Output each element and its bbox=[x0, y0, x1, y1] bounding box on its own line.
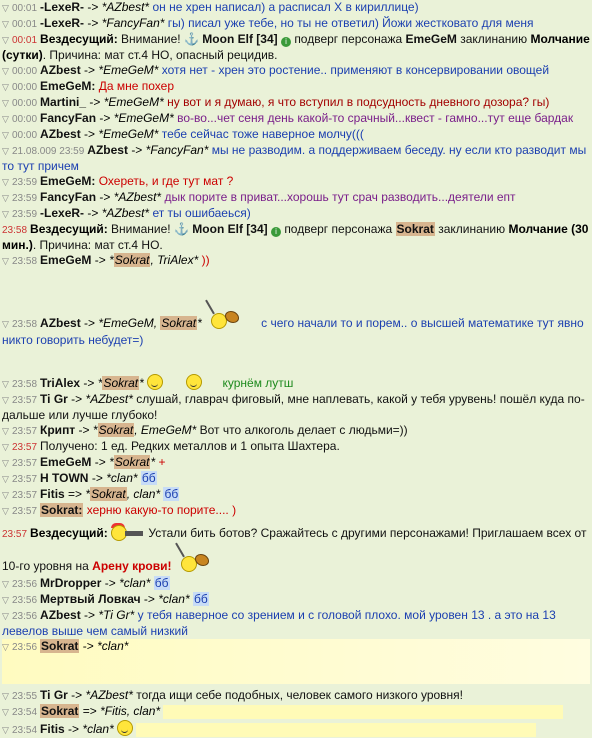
chevron-down-icon[interactable]: ▽ bbox=[2, 707, 9, 717]
chat-line: ▽ 23:57 EmeGeM -> *Sokrat* + bbox=[2, 455, 166, 469]
smiley-horse-icon bbox=[175, 542, 211, 576]
chat-line: ▽ 23:59 FancyFan -> *AZbest* дык порите в приват...хорошь тут срач разводить...деятели епт bbox=[2, 190, 516, 204]
chat-line: ▽ 00:00 AZbest -> *EmeGeM* тебе сейчас тоже наверное молчу((( bbox=[2, 127, 364, 141]
chevron-down-icon[interactable]: ▽ bbox=[2, 3, 9, 13]
chat-line: ▽ 00:00 Martini_ -> *EmeGeM* ну вот и я думаю, я что вступил в подсудность дневного дозора? гы) bbox=[2, 95, 550, 109]
chevron-down-icon[interactable]: ▽ bbox=[2, 130, 9, 140]
chat-line: ▽ 23:57 H TOWN -> *clan* бб bbox=[2, 471, 156, 485]
chat-line: ▽ 23:57 Получено: 1 ед. Редких металлов и 1 опыта Шахтера. bbox=[2, 439, 340, 453]
chat-line: ▽ 00:01 -LexeR- -> *AZbest* он не хрен написал) а расписал Х в кириллице) bbox=[2, 0, 419, 14]
sender-nick[interactable]: -LexeR- bbox=[40, 0, 85, 14]
info-icon[interactable]: i bbox=[271, 227, 281, 237]
chat-line: ▽ 23:57 Крипт -> *Sokrat, EmeGeM* Вот что алкоголь делает с людьми=)) bbox=[2, 423, 408, 437]
chat-line: ▽ 23:56 Sokrat -> *clan* bbox=[2, 639, 590, 684]
chevron-down-icon[interactable]: ▽ bbox=[2, 442, 9, 452]
system-line: ▽ 00:01 Вездесущий: Внимание! ⚓ Moon Elf [34] i подверг персонажа EmeGeM заклинанию Молчание (сутки). Причина: мат ст.4 НО, опасный рецидив. bbox=[2, 32, 590, 62]
chevron-down-icon[interactable]: ▽ bbox=[2, 395, 9, 405]
chevron-down-icon[interactable]: ▽ bbox=[2, 256, 9, 266]
recipient[interactable]: *FancyFan* bbox=[101, 16, 165, 30]
chevron-down-icon[interactable]: ▽ bbox=[2, 114, 9, 124]
chat-line: ▽ 23:57 Fitis => *Sokrat, clan* бб bbox=[2, 487, 179, 501]
smoking-smiley-icon[interactable] bbox=[147, 374, 163, 390]
gun-smiley-icon bbox=[111, 523, 145, 541]
smiley-horse-icon[interactable] bbox=[205, 299, 241, 333]
smoking-smiley-icon[interactable] bbox=[186, 374, 202, 390]
chevron-down-icon[interactable]: ▽ bbox=[2, 506, 9, 516]
chevron-down-icon[interactable]: ▽ bbox=[2, 98, 9, 108]
system-line: 23:57 Вездесущий: Устали бить ботов? Сражайтесь с другими персонажами! Приглашаем всех от 10-го уровня на Арену крови! bbox=[2, 523, 590, 576]
chat-line: ▽ 23:56 AZbest -> *Ti Gr* у тебя наверное со зрением и с головой плохо. мой уровен 13 . а это на 13 левелов выше чем самый низкий bbox=[2, 608, 556, 638]
info-icon[interactable]: i bbox=[281, 37, 291, 47]
chevron-down-icon[interactable]: ▽ bbox=[2, 379, 9, 389]
chat-line: ▽ 23:57 Sokrat: херню какую-то порите.... ) bbox=[2, 503, 237, 517]
chevron-down-icon[interactable]: ▽ bbox=[2, 35, 9, 45]
chevron-down-icon[interactable]: ▽ bbox=[2, 426, 9, 436]
smiley-icon[interactable] bbox=[117, 720, 133, 736]
chat-line: ▽ 23:54 Sokrat => *Fitis, clan* bbox=[2, 704, 590, 720]
chat-line: ▽ 23:55 Ti Gr -> *AZbest* тогда ищи себе подобных, человек самого низкого уровня! bbox=[2, 688, 464, 702]
chat-line: ▽ 23:56 MrDropper -> *clan* бб bbox=[2, 576, 169, 590]
chat-line: ▽ 23:58 AZbest -> *EmeGeM, Sokrat* с чего начали то и порем.. о высшей математике тут явно никто говорить небудет=) bbox=[2, 299, 590, 348]
chevron-down-icon[interactable]: ▽ bbox=[2, 209, 9, 219]
chevron-down-icon[interactable]: ▽ bbox=[2, 177, 9, 187]
chat-line: ▽ 00:01 -LexeR- -> *FancyFan* гы) писал уже тебе, но ты не ответил) Йожи жестковато для меня bbox=[2, 16, 534, 30]
chevron-down-icon[interactable]: ▽ bbox=[2, 66, 9, 76]
sender-nick[interactable]: -LexeR- bbox=[40, 16, 85, 30]
chat-line: ▽ 23:59 -LexeR- -> *AZbest* ет ты ошибаеься) bbox=[2, 206, 251, 220]
chevron-down-icon[interactable]: ▽ bbox=[2, 474, 9, 484]
chevron-down-icon[interactable]: ▽ bbox=[2, 193, 9, 203]
chevron-down-icon[interactable]: ▽ bbox=[2, 642, 9, 652]
chat-line: ▽ 23:56 Мертвый Ловкач -> *clan* бб bbox=[2, 592, 208, 606]
anchor-icon: ⚓ bbox=[184, 32, 199, 46]
chat-line: ▽ 23:58 EmeGeM -> *Sokrat, TriAlex* )) bbox=[2, 253, 210, 267]
chevron-down-icon[interactable]: ▽ bbox=[2, 146, 9, 156]
chevron-down-icon[interactable]: ▽ bbox=[2, 691, 9, 701]
chevron-down-icon[interactable]: ▽ bbox=[2, 490, 9, 500]
chevron-down-icon[interactable]: ▽ bbox=[2, 595, 9, 605]
recipient[interactable]: *AZbest* bbox=[101, 0, 150, 14]
chat-line: ▽ 21.08.009 23:59 AZbest -> *FancyFan* мы не разводим. а поддерживаем беседу. ну если кто разводит мы то тут причем bbox=[2, 143, 587, 173]
chat-line: ▽ 00:00 AZbest -> *EmeGeM* хотя нет - хрен это ростение.. применяют в консервировании овощей bbox=[2, 63, 550, 77]
chat-line: ▽ 00:00 EmeGeM: Да мне похер bbox=[2, 79, 175, 93]
chat-line: ▽ 23:57 Ti Gr -> *AZbest* слушай, главрач фиговый, мне наплевать, какой у тебя урувень! пошёл куда по-дальше или лучше глубоко! bbox=[2, 392, 585, 422]
chevron-down-icon[interactable]: ▽ bbox=[2, 19, 9, 29]
chevron-down-icon[interactable]: ▽ bbox=[2, 579, 9, 589]
chat-line: ▽ 23:59 EmeGeM: Охереть, и где тут мат ? bbox=[2, 174, 234, 188]
chevron-down-icon[interactable]: ▽ bbox=[2, 725, 9, 735]
system-line: 23:58 Вездесущий: Внимание! ⚓ Moon Elf [34] i подверг персонажа Sokrat заклинанию Молчание (30 мин.). Причина: мат ст.4 НО. bbox=[2, 222, 589, 252]
chevron-down-icon[interactable]: ▽ bbox=[2, 458, 9, 468]
chat-line: ▽ 23:58 TriAlex -> *Sokrat* курнём лутш bbox=[2, 376, 294, 390]
chevron-down-icon[interactable]: ▽ bbox=[2, 611, 9, 621]
anchor-icon: ⚓ bbox=[174, 222, 189, 236]
chat-line: ▽ 00:00 FancyFan -> *EmeGeM* во-во...чет сеня день какой-то срачный...квест - гамно...тут еще бардак bbox=[2, 111, 574, 125]
chevron-down-icon[interactable]: ▽ bbox=[2, 319, 9, 329]
chat-line: ▽ 23:54 Fitis -> *clan* bbox=[2, 720, 590, 738]
chevron-down-icon[interactable]: ▽ bbox=[2, 82, 9, 92]
system-nick: Вездесущий: bbox=[40, 32, 118, 46]
